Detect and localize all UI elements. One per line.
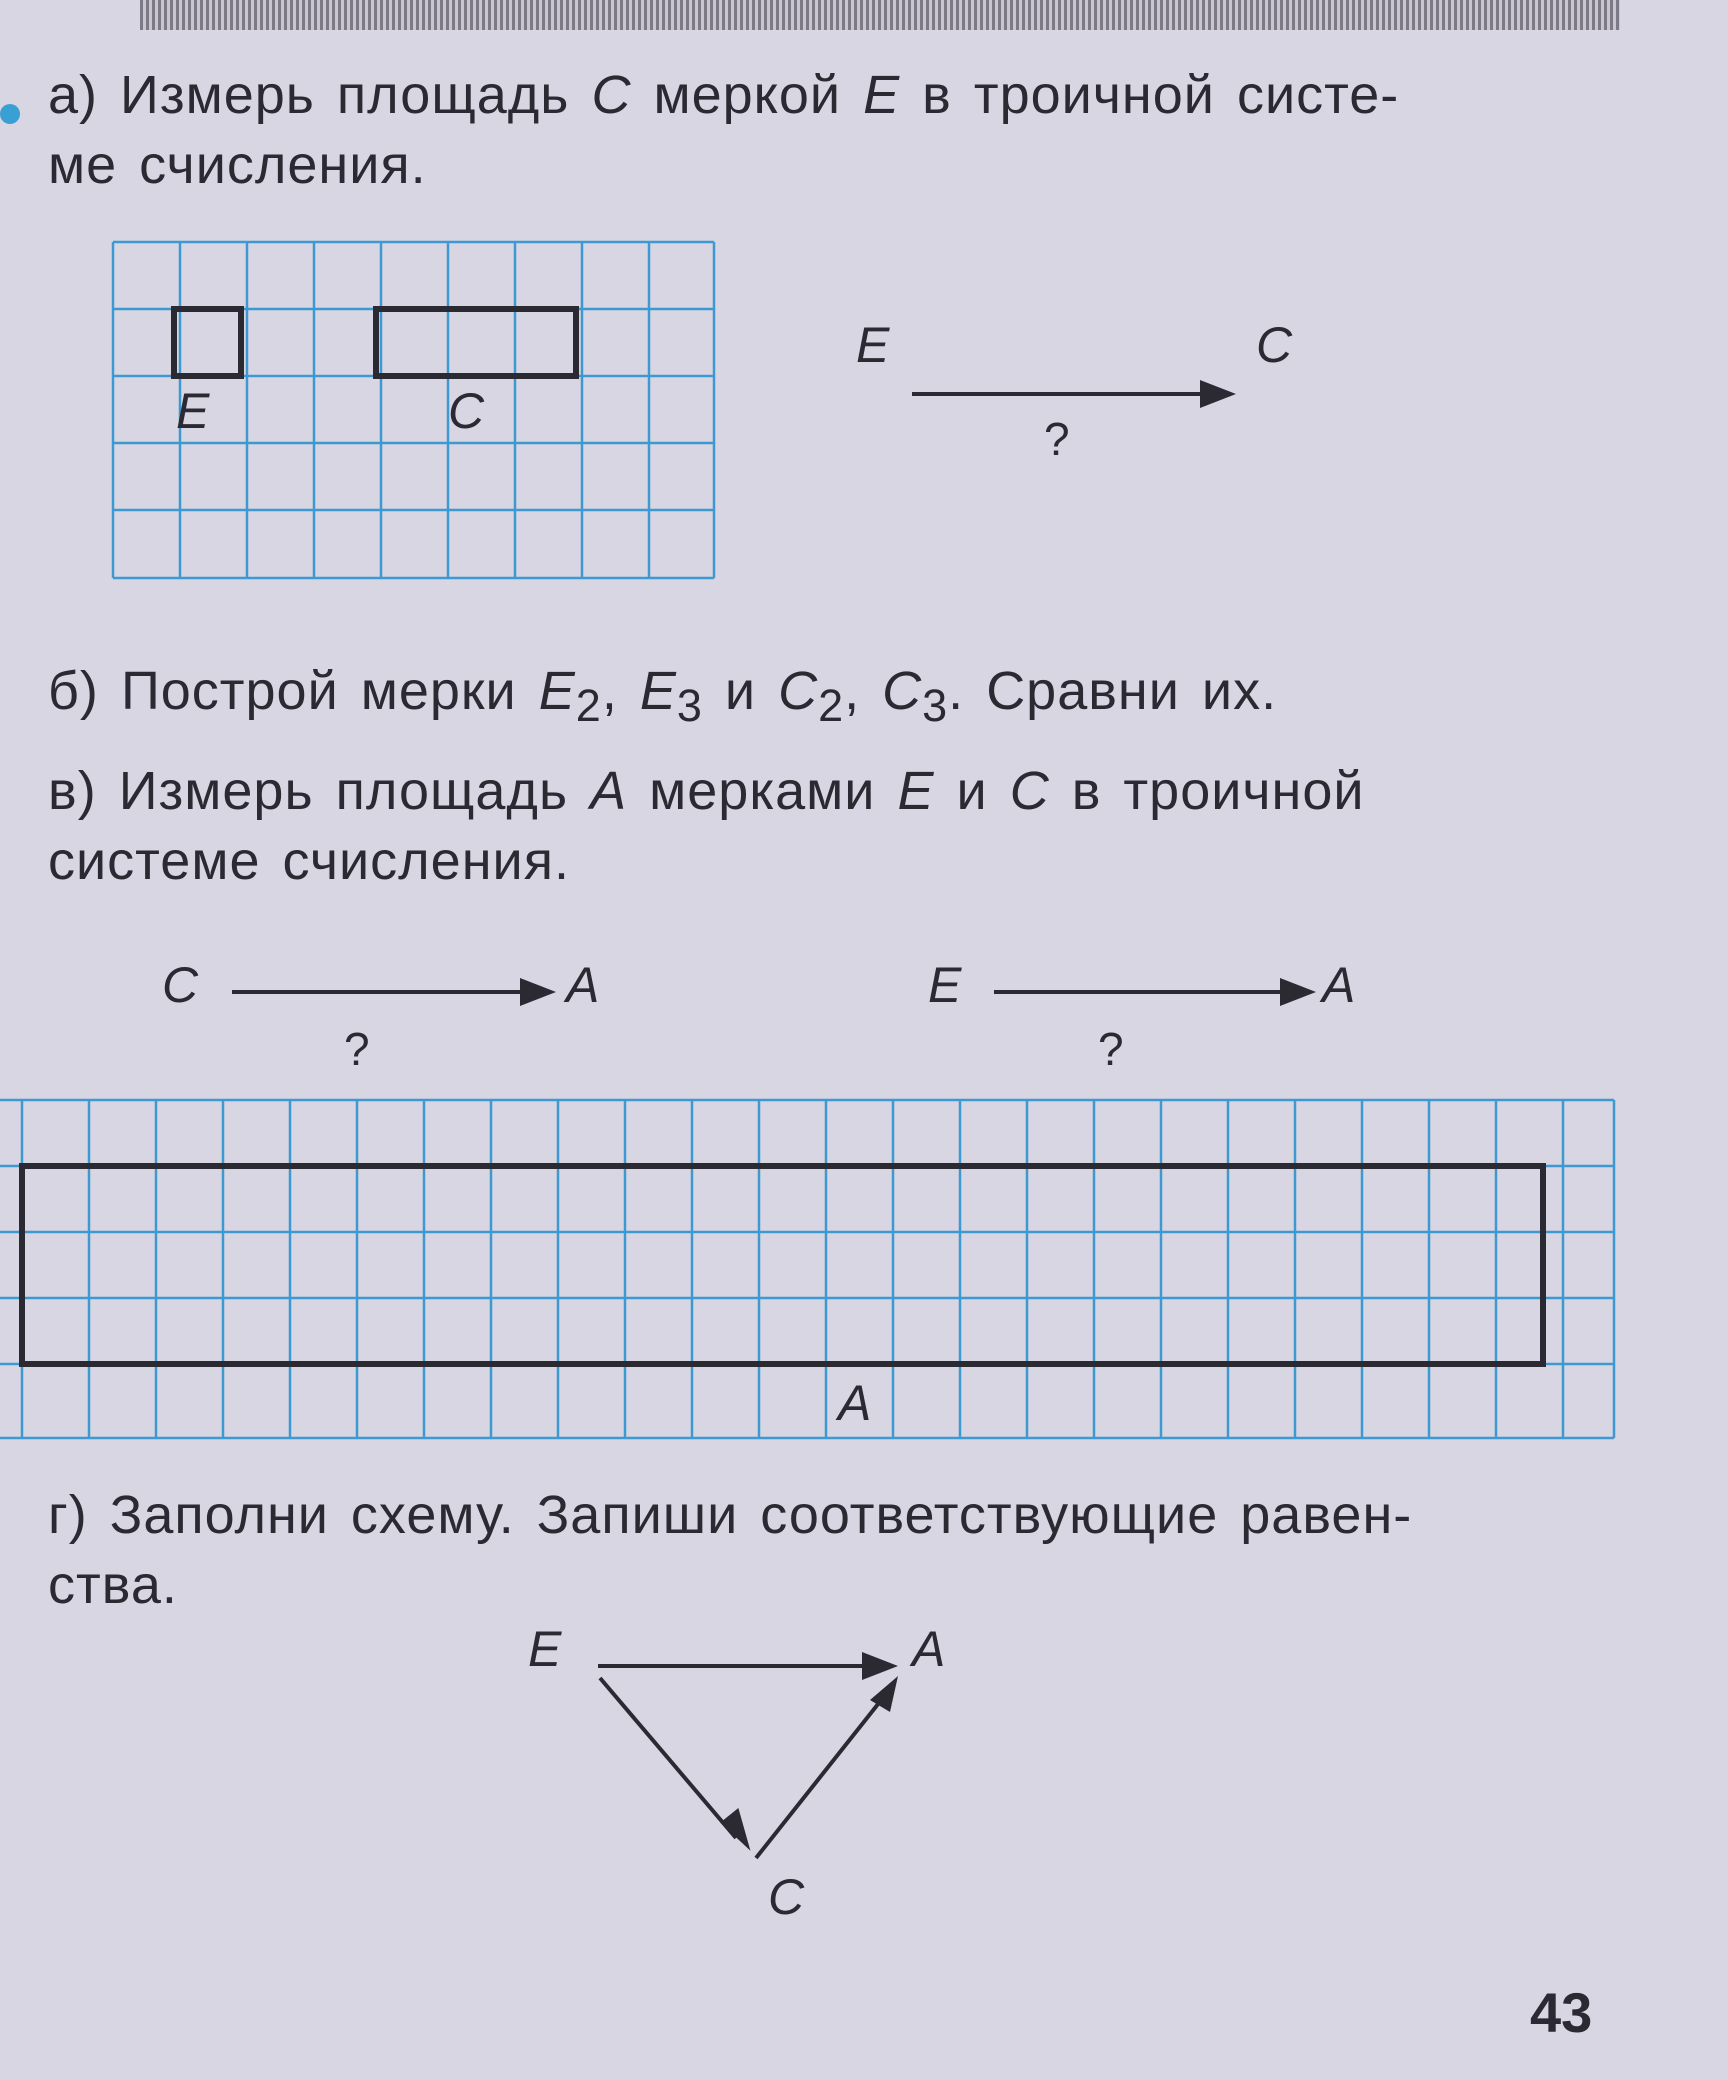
triangle-node-a: A <box>912 1621 946 1677</box>
scheme-v2-to: A <box>1322 957 1356 1013</box>
figure-c-rectangle <box>376 309 576 376</box>
triangle-node-e: E <box>528 1621 562 1677</box>
scheme-v1-question: ? <box>344 1023 370 1075</box>
grid-label-e: E <box>176 383 210 439</box>
scheme-v2-question: ? <box>1098 1023 1124 1075</box>
part-v-text: в) Измерь площадь A мерками E и C в троичной системе счисления. <box>48 761 1365 891</box>
scheme-a-to: C <box>1256 317 1293 373</box>
figure-a-rectangle <box>22 1166 1543 1364</box>
part-a-text: а) Измерь площадь C меркой E в троичной систе- ме счисления. <box>48 65 1400 195</box>
part-b-text: б) Построй мерки $E_2$, $E_3$ и $C_2$, $C_3$. Сравни их. <box>48 661 1278 731</box>
measure-e-square <box>174 309 241 376</box>
scheme-v1-from: C <box>162 957 199 1013</box>
scheme-v1-to: A <box>566 957 600 1013</box>
triangle-node-c: C <box>768 1869 805 1925</box>
scheme-a-from: E <box>856 317 890 373</box>
page-number: 43 <box>1530 1981 1593 2044</box>
top-rule <box>140 0 1620 30</box>
scheme-a-question: ? <box>1044 413 1070 465</box>
grid-label-c: C <box>448 383 485 439</box>
grid-label-a: A <box>838 1375 872 1431</box>
part-g-text: г) Заполни схему. Запиши соответствующие равен- ства. <box>48 1485 1413 1615</box>
task-bullet-icon <box>0 104 20 124</box>
scheme-v2-from: E <box>928 957 962 1013</box>
